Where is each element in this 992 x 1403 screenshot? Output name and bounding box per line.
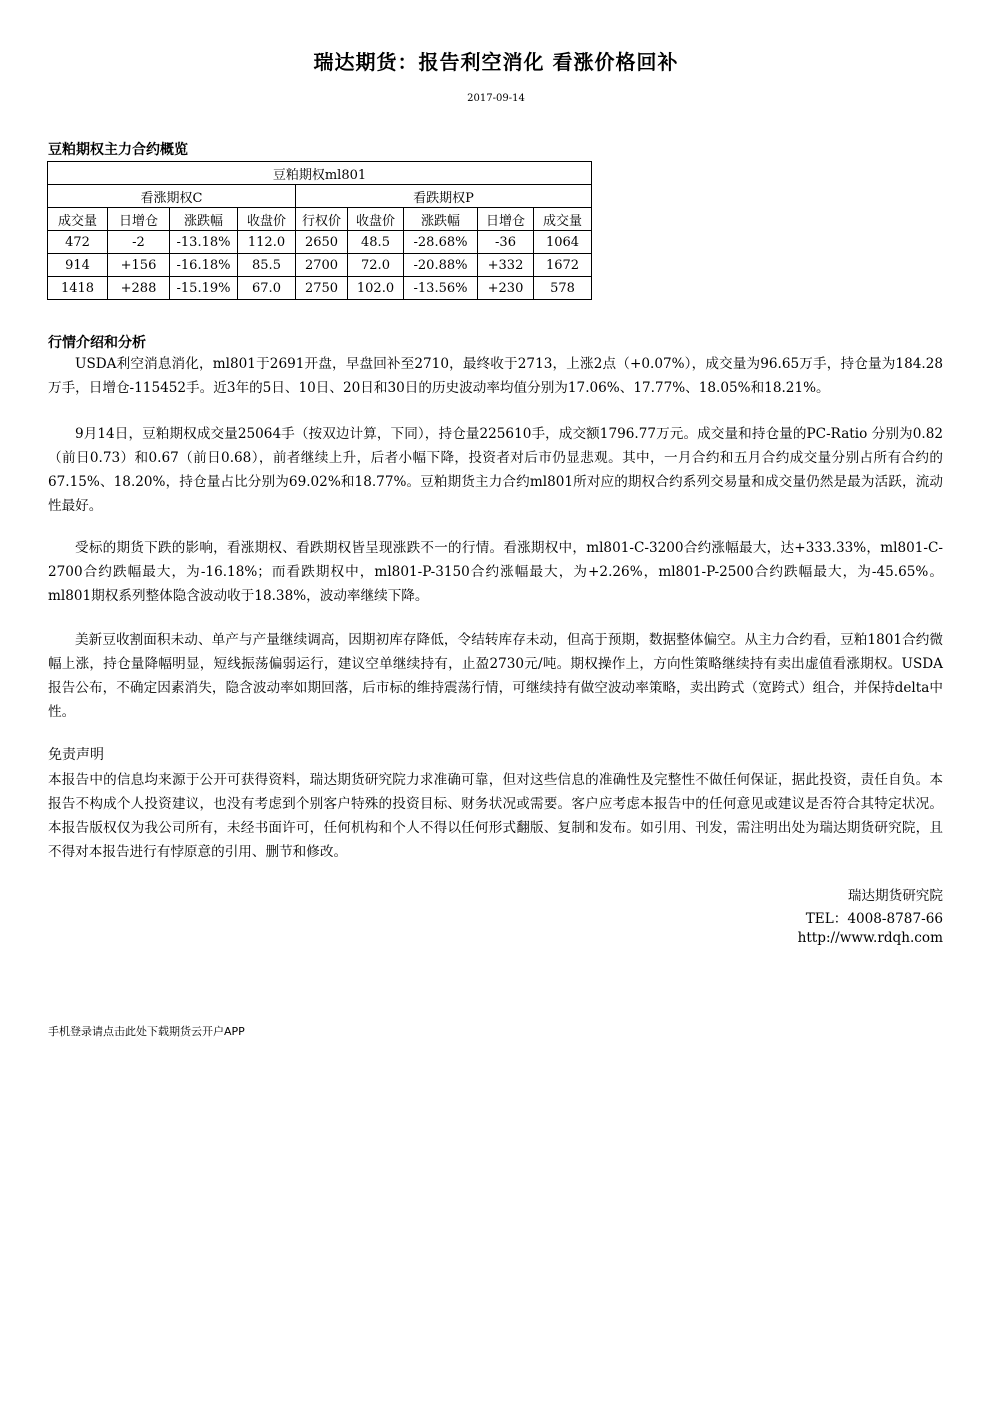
table-cell: 2650 [296, 231, 348, 254]
table-cell: -15.19% [170, 277, 238, 300]
table-title-row [48, 162, 592, 185]
signature-org: 瑞达期货研究院 [847, 888, 943, 904]
table-cell: 2700 [296, 254, 348, 277]
overview-heading: 豆粕期权主力合约概览 [48, 142, 188, 158]
table-cell: 1064 [534, 231, 592, 254]
table-cell: 1418 [48, 277, 108, 300]
column-header: 成交量 [534, 208, 592, 231]
app-download-link[interactable]: 手机登录请点击此处下载期货云开户APP [48, 1025, 245, 1038]
table-cell: 914 [48, 254, 108, 277]
table-cell: -2 [108, 231, 170, 254]
table-cell: +332 [478, 254, 534, 277]
column-header: 行权价 [296, 208, 348, 231]
table-cell: 48.5 [348, 231, 404, 254]
signature-url[interactable]: http://www.rdqh.com [797, 930, 943, 946]
column-header: 收盘价 [348, 208, 404, 231]
column-header: 收盘价 [238, 208, 296, 231]
table-title: 豆粕期权ml801 [48, 162, 592, 185]
table-cell: -20.88% [404, 254, 478, 277]
table-cell: 578 [534, 277, 592, 300]
table-cell: 472 [48, 231, 108, 254]
column-header: 日增仓 [108, 208, 170, 231]
table-cell: 102.0 [348, 277, 404, 300]
put-options-header: 看跌期权P [296, 185, 592, 208]
table-cell: 1672 [534, 254, 592, 277]
column-header: 成交量 [48, 208, 108, 231]
options-overview-table [47, 161, 592, 300]
table-cell: -36 [478, 231, 534, 254]
table-header-row [48, 208, 592, 231]
analysis-paragraph: USDA利空消息消化，ml801于2691开盘，早盘回补至2710，最终收于2713，上涨2点（+0.07%），成交量为96.65万手，持仓量为184.28万手，日增仓-115452手。近3年的5日、10日、20日和30日的历史波动率均值分别为17.06%、17.77%、18.05%和18.21%。 [48, 356, 943, 396]
table-cell: +230 [478, 277, 534, 300]
call-options-header: 看涨期权C [48, 185, 296, 208]
signature-tel: TEL：4008-8787-66 [805, 911, 943, 927]
column-header: 日增仓 [478, 208, 534, 231]
table-group-row [48, 185, 592, 208]
table-cell: -16.18% [170, 254, 238, 277]
analysis-paragraph: 美新豆收割面积未动、单产与产量继续调高，因期初库存降低，令结转库存未动，但高于预期，数据整体偏空。从主力合约看，豆粕1801合约微幅上涨，持仓量降幅明显，短线振荡偏弱运行，建议空单继续持有，止盈2730元/吨。期权操作上，方向性策略继续持有卖出虚值看涨期权。USDA报告公布，不确定因素消失，隐含波动率如期回落，后市标的维持震荡行情，可继续持有做空波动率策略，卖出跨式（宽跨式）组合，并保持delta中性。 [48, 632, 943, 720]
page-title: 瑞达期货：报告利空消化 看涨价格回补 [313, 50, 679, 74]
table-cell: 85.5 [238, 254, 296, 277]
disclaimer-title: 免责声明 [48, 747, 104, 763]
table-cell: 72.0 [348, 254, 404, 277]
table-cell: 112.0 [238, 231, 296, 254]
report-date: 2017-09-14 [467, 93, 525, 104]
analysis-paragraph: 9月14日，豆粕期权成交量25064手（按双边计算，下同），持仓量225610手，成交额1796.77万元。成交量和持仓量的PC-Ratio 分别为0.82（前日0.73）和0.67（前日0.68），前者继续上升，后者小幅下降，投资者对后市仍显悲观。其中，一月合约和五月合约成交量分别占所有合约的67.15%、18.20%，持仓量占比分别为69.02%和18.77%。豆粕期货主力合约ml801所对应的期权合约系列交易量和成交量仍然是最为活跃，流动性最好。 [48, 426, 943, 514]
table-row [48, 231, 592, 254]
table-cell: -13.18% [170, 231, 238, 254]
disclaimer-text: 本报告中的信息均来源于公开可获得资料，瑞达期货研究院力求准确可靠，但对这些信息的准确性及完整性不做任何保证，据此投资，责任自负。本报告不构成个人投资建议，也没有考虑到个别客户特殊的投资目标、财务状况或需要。客户应考虑本报告中的任何意见或建议是否符合其特定状况。本报告版权仅为我公司所有，未经书面许可，任何机构和个人不得以任何形式翻版、复制和发布。如引用、刊发，需注明出处为瑞达期货研究院，且不得对本报告进行有悖原意的引用、删节和修改。 [48, 772, 943, 860]
table-cell: +156 [108, 254, 170, 277]
table-cell: 67.0 [238, 277, 296, 300]
table-cell: +288 [108, 277, 170, 300]
table-row [48, 277, 592, 300]
analysis-paragraph: 受标的期货下跌的影响，看涨期权、看跌期权皆呈现涨跌不一的行情。看涨期权中，ml801-C-3200合约涨幅最大，达+333.33%，ml801-C-2700合约跌幅最大，为-16.18%；而看跌期权中，ml801-P-3150合约涨幅最大，为+2.26%，ml801-P-2500合约跌幅最大，为-45.65%。ml801期权系列整体隐含波动收于18.38%，波动率继续下降。 [48, 540, 943, 604]
table-cell: -13.56% [404, 277, 478, 300]
column-header: 涨跌幅 [170, 208, 238, 231]
table-cell: 2750 [296, 277, 348, 300]
table-row [48, 254, 592, 277]
column-header: 涨跌幅 [404, 208, 478, 231]
analysis-heading: 行情介绍和分析 [48, 335, 146, 351]
table-cell: -28.68% [404, 231, 478, 254]
